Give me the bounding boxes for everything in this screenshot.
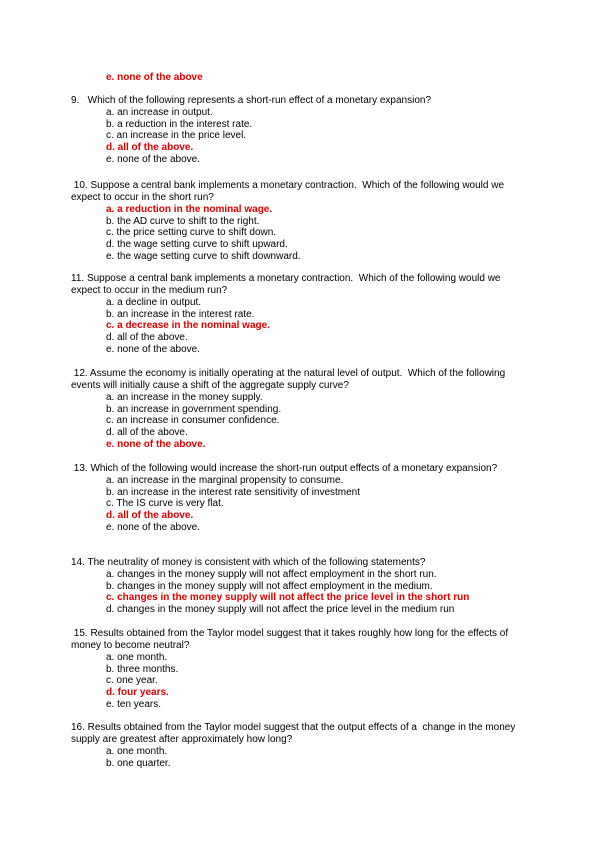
option-a: a. an increase in the money supply. <box>106 392 263 403</box>
previous-question-answer: e. none of the above <box>106 72 203 83</box>
option-list <box>106 569 521 616</box>
question-stem: 13. Which of the following would increase the short-run output effects of a monetary expansion? <box>71 463 498 474</box>
option-b: b. an increase in the interest rate sensitivity of investment <box>106 486 361 498</box>
question-10 <box>71 180 521 263</box>
option-d: d. the wage setting curve to shift upward. <box>106 239 288 251</box>
option-d: d. all of the above. <box>106 427 188 439</box>
option-list <box>106 746 521 769</box>
option-d: d. all of the above. <box>106 510 194 522</box>
option-c: c. an increase in the price level. <box>106 130 247 142</box>
option-a: a. an increase in output. <box>106 107 213 118</box>
option-a: a. one month. <box>106 746 168 757</box>
option-b: b. an increase in government spending. <box>106 403 282 415</box>
question-stem: 15. Results obtained from the Taylor model suggest that it takes roughly how long for the effects of money to become neutral? <box>71 628 511 651</box>
option-a: a. changes in the money supply will not affect employment in the short run. <box>106 569 437 580</box>
option-b: b. three months. <box>106 663 179 675</box>
question-stem: 9. Which of the following represents a short-run effect of a monetary expansion? <box>71 95 432 106</box>
option-list <box>106 107 521 166</box>
option-e: e. the wage setting curve to shift downward. <box>106 250 301 262</box>
option-list <box>106 475 521 534</box>
option-list <box>106 204 521 263</box>
question-12 <box>71 368 521 451</box>
option-c: c. one year. <box>106 675 158 687</box>
option-d: d. all of the above. <box>106 332 188 344</box>
question-stem: 10. Suppose a central bank implements a monetary contraction. Which of the following would we expect to occur in the short run? <box>71 180 507 203</box>
question-stem: 14. The neutrality of money is consistent with which of the following statements? <box>71 557 426 568</box>
option-list <box>106 652 521 711</box>
option-e: e. none of the above. <box>106 343 200 355</box>
option-b: b. the AD curve to shift to the right. <box>106 215 260 227</box>
option-e: e. none of the above. <box>106 438 206 450</box>
option-e: e. none of the above. <box>106 521 200 533</box>
question-9 <box>71 95 521 166</box>
question-stem: 16. Results obtained from the Taylor model suggest that the output effects of a change in the money supply are greatest after approximately how long? <box>71 722 519 745</box>
option-list <box>106 297 521 356</box>
option-c: c. an increase in consumer confidence. <box>106 415 280 427</box>
option-d: d. all of the above. <box>106 142 194 154</box>
question-13 <box>71 463 521 534</box>
question-11 <box>71 273 521 356</box>
option-a: a. a reduction in the nominal wage. <box>106 204 273 215</box>
option-a: a. one month. <box>106 652 168 663</box>
option-c: c. changes in the money supply will not affect the price level in the short run <box>106 592 470 604</box>
option-b: b. a reduction in the interest rate. <box>106 118 253 130</box>
question-14 <box>71 557 521 616</box>
question-16 <box>71 722 521 769</box>
option-b: b. one quarter. <box>106 757 171 769</box>
question-stem: 12. Assume the economy is initially operating at the natural level of output. Which of the following events will initially cause a shift of the aggregate supply curve? <box>71 368 508 391</box>
question-stem: 11. Suppose a central bank implements a monetary contraction. Which of the following would we expect to occur in the medium run? <box>71 273 504 296</box>
option-b: b. changes in the money supply will not affect employment in the medium. <box>106 580 433 592</box>
option-b: b. an increase in the interest rate. <box>106 308 255 320</box>
option-c: c. The IS curve is very flat. <box>106 498 224 510</box>
option-c: c. a decrease in the nominal wage. <box>106 320 270 332</box>
option-a: a. an increase in the marginal propensity to consume. <box>106 475 344 486</box>
option-c: c. the price setting curve to shift down. <box>106 227 277 239</box>
option-a: a. a decline in output. <box>106 297 202 308</box>
question-15 <box>71 628 521 711</box>
option-e: e. ten years. <box>106 698 162 710</box>
option-e: e. none of the above. <box>106 153 200 165</box>
option-d: d. changes in the money supply will not affect the price level in the medium run <box>106 604 455 616</box>
option-d: d. four years. <box>106 687 169 699</box>
option-list <box>106 392 521 451</box>
